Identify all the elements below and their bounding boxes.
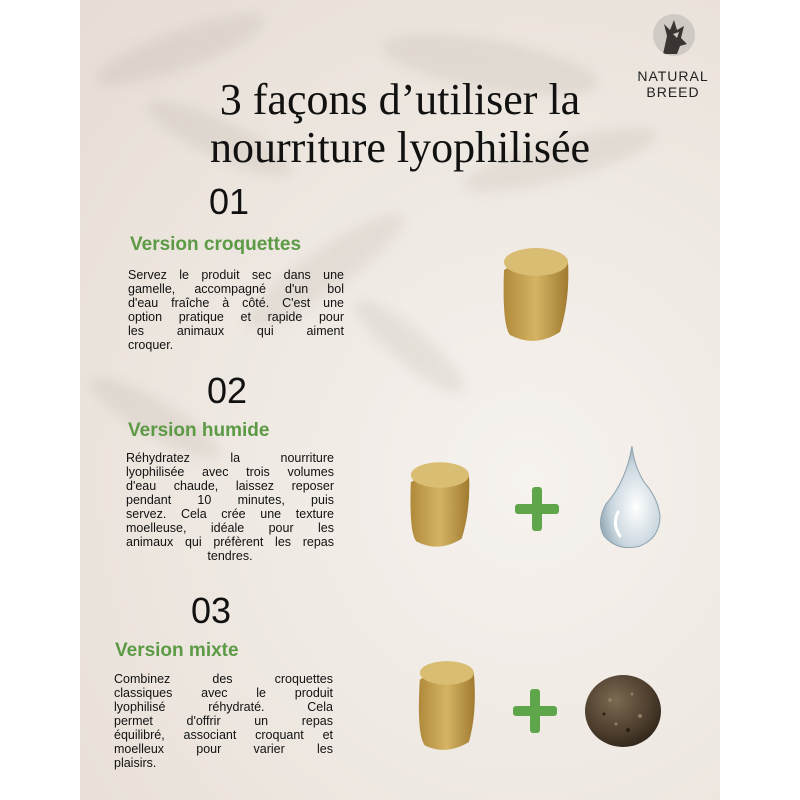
description-line: d'eau chaude, laissez reposer xyxy=(126,479,334,493)
description-line: lyophilisée avec trois volumes xyxy=(126,465,334,479)
description-line: croquer. xyxy=(128,338,174,352)
description-line: plaisirs. xyxy=(114,756,157,770)
page-title-line1: 3 façons d’utiliser la xyxy=(219,75,581,124)
description-line: Servez le produit sec dans une xyxy=(128,268,344,282)
description-line: classiques avec le produit xyxy=(114,686,333,700)
section-title: Version croquettes xyxy=(130,234,302,255)
section-description xyxy=(126,451,334,563)
infographic-card xyxy=(80,0,720,800)
description-line: gamelle, accompagné d'un bol xyxy=(128,282,344,296)
section-description xyxy=(128,268,344,352)
kibble-icon xyxy=(582,670,664,752)
wolf-head-icon xyxy=(653,14,695,56)
freeze-dried-nugget-icon xyxy=(398,455,480,555)
description-line: d'eau fraîche à côté. C'est une xyxy=(128,296,344,310)
description-line: Réhydratez la nourriture xyxy=(126,451,334,465)
section-title: Version humide xyxy=(128,420,270,441)
freeze-dried-nugget-icon xyxy=(408,650,484,760)
section-description xyxy=(114,672,333,770)
description-line: permet d'offrir un repas xyxy=(114,714,333,728)
plus-icon xyxy=(510,686,560,736)
description-line: option pratique et rapide pour xyxy=(128,310,344,324)
description-line: moelleux pour varier les xyxy=(114,742,333,756)
description-line: tendres. xyxy=(207,549,253,563)
brand-name-line1: NATURAL xyxy=(637,68,709,84)
section-number: 03 xyxy=(191,590,232,631)
description-line: moelleuse, idéale pour les xyxy=(126,521,334,535)
description-line: équilibré, associant croquant et xyxy=(114,728,333,742)
description-line: animaux qui préfèrent les repas xyxy=(126,535,334,549)
description-line: Combinez des croquettes xyxy=(114,672,333,686)
description-line: pendant 10 minutes, puis xyxy=(126,493,334,507)
description-line: servez. Cela crée une texture xyxy=(126,507,334,521)
freeze-dried-nugget-icon xyxy=(490,240,580,350)
section-title: Version mixte xyxy=(115,640,239,661)
page-title-line2: nourriture lyophilisée xyxy=(209,123,590,172)
brand-name-line2: BREED xyxy=(646,84,700,100)
water-drop-icon xyxy=(596,442,664,552)
leaf-shadow xyxy=(345,289,474,405)
description-line: lyophilisé réhydraté. Cela xyxy=(114,700,333,714)
plus-icon xyxy=(512,484,562,534)
description-line: les animaux qui aiment xyxy=(128,324,344,338)
section-number: 01 xyxy=(209,181,250,222)
section-number: 02 xyxy=(207,370,248,411)
